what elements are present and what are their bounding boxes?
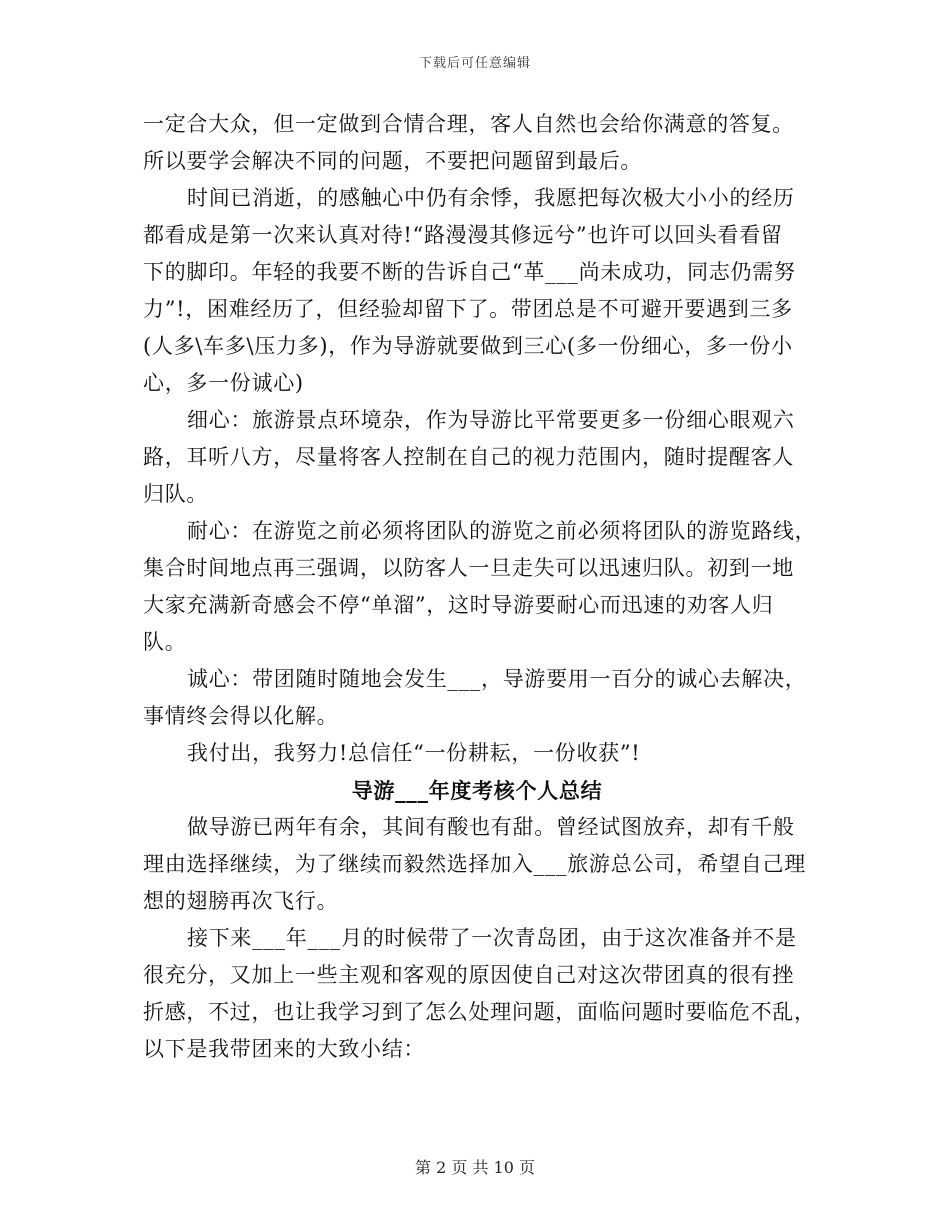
section-heading: 导游___年度考核个人总结	[351, 778, 603, 803]
paragraph-line: 所以要学会解决不同的问题，不要把问题留到最后。	[143, 149, 643, 173]
paragraph-line: 耐心：在游览之前必须将团队的游览之前必须将团队的游览路线，	[187, 519, 817, 543]
paragraph-line: 理由选择继续，为了继续而毅然选择加入___旅游总公司，希望自己理	[143, 852, 806, 876]
paragraph-line: 集合时间地点再三强调，以防客人一旦走失可以迅速归队。初到一地	[143, 556, 794, 580]
paragraph-line: 以下是我带团来的大致小结：	[143, 1037, 426, 1061]
paragraph-line: 事情终会得以化解。	[143, 704, 339, 728]
paragraph-line: 心，多一份诚心)	[143, 371, 304, 395]
paragraph-line: 想的翅膀再次飞行。	[143, 889, 339, 913]
paragraph-line: 折感，不过，也让我学习到了怎么处理问题，面临问题时要临危不乱，	[143, 1000, 816, 1024]
paragraph-line: 接下来___年___月的时候带了一次青岛团，由于这次准备并不是	[187, 926, 797, 950]
paragraph-line: 队。	[143, 630, 187, 654]
paragraph-line: 细心：旅游景点环境杂，作为导游比平常要更多一份细心眼观六	[187, 408, 795, 432]
paragraph-line: 大家充满新奇感会不停“单溜”，这时导游要耐心而迅速的劝客人归	[143, 593, 774, 617]
paragraph-line: 时间已消逝，的感触心中仍有余悸，我愿把每次极大小小的经历	[187, 186, 795, 210]
paragraph-line: 我付出，我努力!总信任“一份耕耘，一份收获”!	[187, 741, 641, 765]
paragraph-line: 都看成是第一次来认真对待!“路漫漫其修远兮”也许可以回头看看留	[143, 223, 783, 247]
document-body	[143, 106, 817, 1068]
paragraph-line: 一定合大众，但一定做到合情合理，客人自然也会给你满意的答复。	[143, 112, 794, 136]
paragraph-line: 归队。	[143, 482, 209, 506]
page-number: 第 2 页 共 10 页	[415, 1158, 535, 1177]
paragraph-line: 诚心：带团随时随地会发生___，导游要用一百分的诚心去解决，	[187, 667, 807, 691]
paragraph-line: 很充分，又加上一些主观和客观的原因使自己对这次带团真的很有挫	[143, 963, 794, 987]
paragraph-line: 路，耳听八方，尽量将客人控制在自己的视力范围内，随时提醒客人	[143, 445, 794, 469]
paragraph-line: 力”!，困难经历了，但经验却留下了。带团总是不可避开要遇到三多	[143, 297, 793, 321]
page-header: 下载后可任意编辑	[418, 56, 531, 71]
paragraph-line: 下的脚印。年轻的我要不断的告诉自己“革___尚未成功，同志仍需努	[143, 260, 796, 284]
paragraph-line: (人多\车多\压力多)，作为导游就要做到三心(多一份细心，多一份小	[143, 334, 793, 358]
paragraph-line: 做导游已两年有余，其间有酸也有甜。曾经试图放弃，却有千般	[187, 815, 795, 839]
